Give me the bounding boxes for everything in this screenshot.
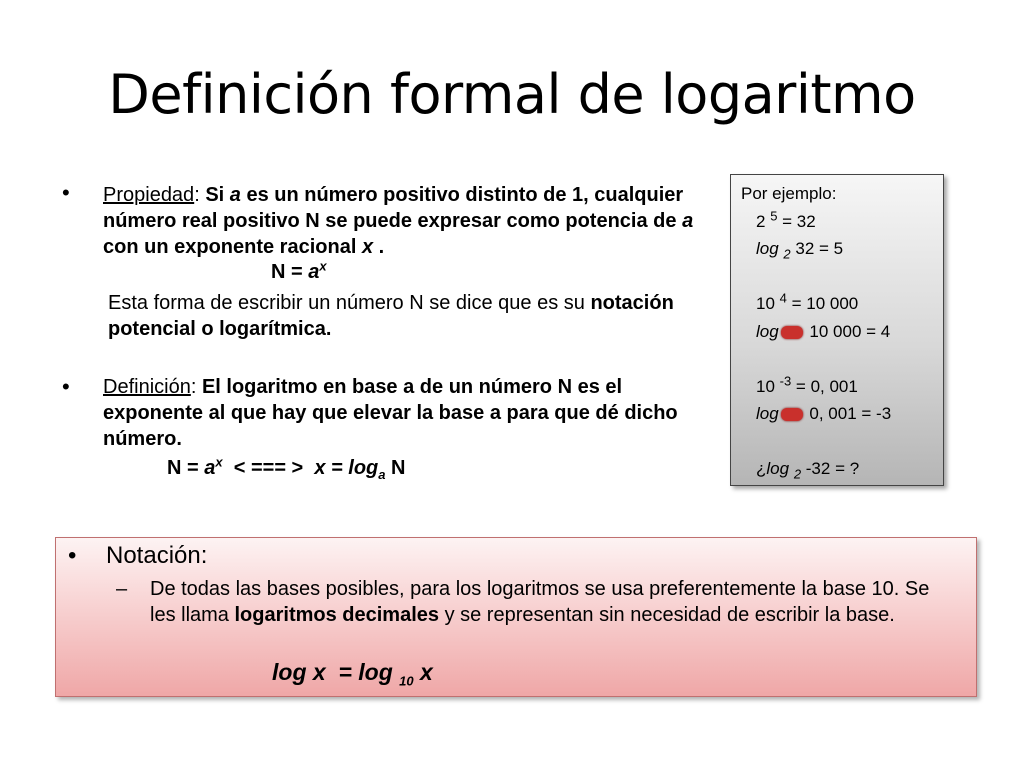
example-line-5 <box>741 373 943 401</box>
ex3-rest: = 10 000 <box>786 294 859 313</box>
example-line-2 <box>741 235 943 263</box>
bullet-symbol: • <box>62 180 70 205</box>
ex1-base: 2 <box>756 211 771 231</box>
ex7-pre: ¿ <box>756 459 767 478</box>
ex7-log: log <box>766 459 794 478</box>
bullet-symbol-2: • <box>62 374 70 399</box>
propiedad-colon: : <box>194 184 200 206</box>
ex1-exp: 5 <box>770 207 778 223</box>
var-a-2: a <box>682 210 694 232</box>
ex2-sub: 2 <box>783 246 791 262</box>
definicion-label: Definición <box>103 376 191 398</box>
ex5-rest: = 0, 001 <box>791 376 858 396</box>
propiedad-text-2: es un número positivo distinto de 1, cualquier número real positivo N se puede expresar como potencia de <box>103 184 684 232</box>
example-line-4 <box>741 318 943 346</box>
example-line-7 <box>741 455 943 483</box>
formula-power <box>271 259 327 285</box>
ex2-rest: 32 = 5 <box>790 239 844 258</box>
example-spacer-3 <box>741 428 943 456</box>
formula-power-base: a <box>308 261 320 283</box>
propiedad-text-1: Si <box>205 184 230 206</box>
red-blot-icon <box>781 408 803 421</box>
ex1-rest: = 32 <box>777 211 816 231</box>
ex2-log: log <box>756 239 784 258</box>
ex6-rest: 0, 001 = -3 <box>804 404 892 423</box>
red-blot-icon <box>781 326 803 339</box>
definicion-text: El logaritmo en base a de un número N es el exponente al que hay que elevar la base a para que dé dicho número. <box>103 376 678 450</box>
ex7-rest: -32 = ? <box>801 459 860 478</box>
example-line-1 <box>741 208 943 236</box>
ex4-log: log <box>756 321 779 341</box>
equiv-rhs: x = log <box>314 457 379 479</box>
example-header: Por ejemplo: <box>741 184 837 203</box>
var-x: x <box>361 236 374 258</box>
notation-box <box>55 537 977 697</box>
var-a: a <box>229 184 241 206</box>
slide-title: Definición formal de logaritmo <box>108 63 916 126</box>
notation-dash: – <box>116 578 128 600</box>
equiv-arrow: < === > <box>222 457 315 479</box>
equiv-sub: a <box>378 467 386 482</box>
notation-text <box>150 576 960 628</box>
propiedad-text-4: . <box>373 236 385 258</box>
formula-equivalence <box>167 455 406 481</box>
notation-bullet: • <box>68 542 77 569</box>
example-line-3 <box>741 290 943 318</box>
ex3-base: 10 <box>756 294 780 313</box>
potencial-text: Esta forma de escribir un número N se dice que es su <box>108 292 591 314</box>
notation-text-1: De todas las bases posibles, para los logaritmos se usa preferentemente la base 10. Se les llama <box>150 578 930 626</box>
ex5-exp: -3 <box>779 372 792 388</box>
ex5-base: 10 <box>756 376 780 396</box>
equiv-tail: N <box>385 457 406 479</box>
notation-formula-sub: 10 <box>399 673 414 689</box>
example-spacer <box>741 263 943 291</box>
ex4-rest: 10 000 = 4 <box>804 321 891 341</box>
example-box <box>730 174 944 486</box>
notation-text-2: y se representan sin necesidad de escribir la base. <box>439 604 895 626</box>
equiv-base: a <box>204 457 216 479</box>
potencial-paragraph <box>108 290 708 342</box>
equiv-lhs: N = <box>167 457 205 479</box>
formula-power-lhs: N = <box>271 261 309 283</box>
definicion-paragraph <box>103 374 693 452</box>
ex3-exp: 4 <box>779 290 787 306</box>
notation-formula-lhs: log x = log <box>272 659 400 685</box>
ex6-log: log <box>756 404 779 423</box>
notation-bold: logaritmos decimales <box>234 604 440 626</box>
notation-formula-rhs: x <box>413 659 433 685</box>
notation-heading: Notación: <box>106 542 208 569</box>
example-line-6 <box>741 400 943 428</box>
propiedad-text-3: con un exponente racional <box>103 236 362 258</box>
potencial-bold: notación potencial o logarítmica. <box>108 292 674 340</box>
notation-formula <box>272 658 433 689</box>
propiedad-label: Propiedad <box>103 184 195 206</box>
ex7-sub: 2 <box>793 466 802 482</box>
example-spacer-2 <box>741 345 943 373</box>
formula-power-exp: x <box>319 258 327 274</box>
propiedad-paragraph <box>103 182 703 260</box>
equiv-exp: x <box>215 454 223 470</box>
definicion-colon: : <box>190 376 197 398</box>
